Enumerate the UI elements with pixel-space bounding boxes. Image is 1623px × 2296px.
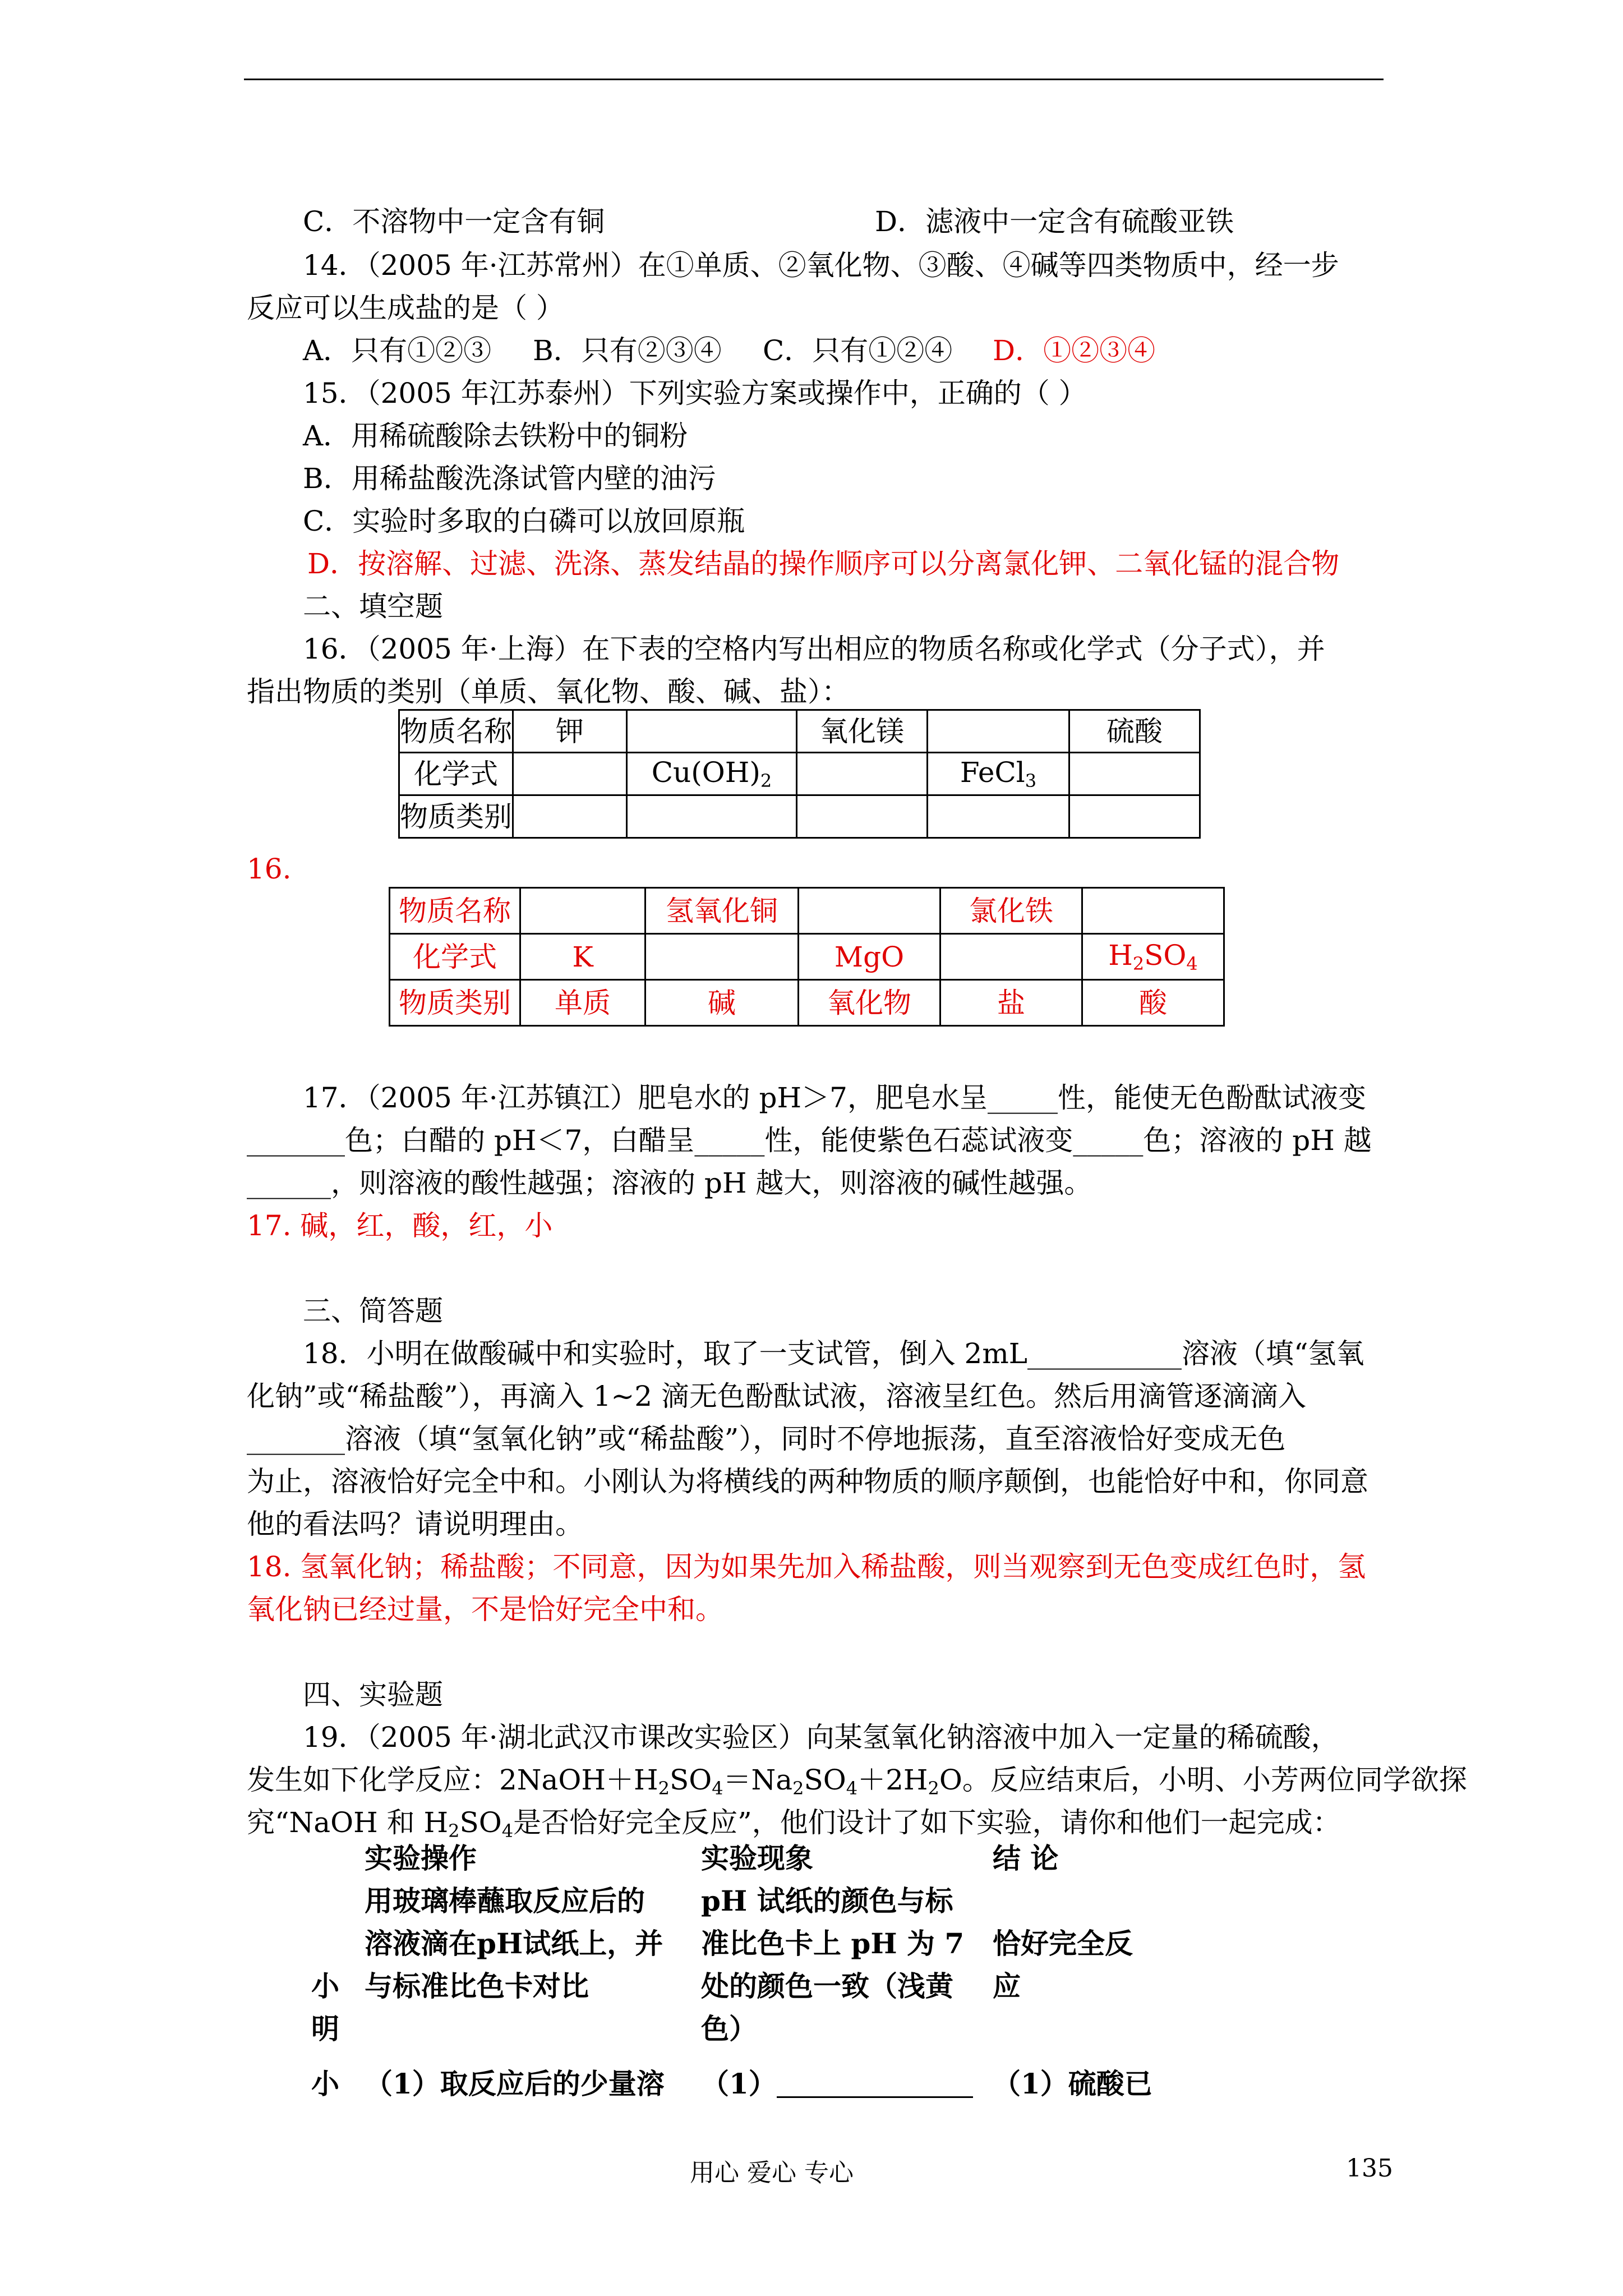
exp-cell-phenomenon (701, 2050, 993, 2105)
answer-cell (799, 888, 940, 934)
q17-stem-2: _______色；白醋的 pH＜7，白醋呈_____性，能使紫色石蕊试液变_____色；溶液的 pH 越 (247, 1124, 1372, 1157)
section-heading-fill-in: 二、填空题 (303, 590, 443, 623)
text-run: （1） (701, 2067, 777, 2100)
text-run: O。反应结束后，小明、小芳两位同学欲探 (939, 1764, 1467, 1796)
q17-stem-3: ______，则溶液的酸性越强；溶液的 pH 越大，则溶液的碱性越强。 (247, 1167, 1092, 1199)
q14-option-a: A．只有①②③ (303, 334, 492, 367)
q16-cell: 钾 (513, 710, 627, 753)
text-run: ＝Na (723, 1764, 793, 1796)
q16-table (398, 709, 1201, 839)
answer-cell: K (520, 934, 645, 980)
q17-stem-1: 17．（2005 年·江苏镇江）肥皂水的 pH＞7，肥皂水呈_____性，能使无色酚酞试液变 (303, 1082, 1366, 1114)
answer-blank (777, 2068, 973, 2098)
q16-cell: 化学式 (399, 753, 513, 795)
text-line: 溶液滴在pH试纸上，并 (365, 1927, 663, 1960)
answer-cell: 单质 (520, 980, 645, 1026)
formula: SO (1144, 938, 1187, 972)
q15-option-b: B．用稀盐酸洗涤试管内壁的油污 (303, 462, 716, 495)
q16-cell (928, 710, 1069, 753)
q16-cell (797, 795, 928, 838)
q15-stem: 15．（2005 年江苏泰州）下列实验方案或操作中，正确的（ ） (303, 377, 1087, 409)
subscript: 4 (846, 1778, 858, 1799)
text-line: 恰好完全反 (993, 1927, 1133, 1960)
q14-option-c: C．只有①②④ (763, 334, 953, 367)
q16-cell (513, 795, 627, 838)
text-line: 处的颜色一致（浅黄 (701, 1970, 953, 2003)
q16-cell (928, 795, 1069, 838)
q16-answer-label: 16. (247, 853, 292, 885)
subscript: 3 (1025, 770, 1037, 792)
answer-cell: 氯化铁 (940, 888, 1082, 934)
q16-cell: 物质名称 (399, 710, 513, 753)
q18-stem-1: 18．小明在做酸碱中和实验时，取了一支试管，倒入 2mL___________溶液（填“氢氧 (303, 1337, 1364, 1370)
exp-header-phenomenon: 实验现象 (701, 1842, 813, 1875)
q14-option-b: B．只有②③④ (533, 334, 722, 367)
section-heading-experiment: 四、实验题 (303, 1678, 443, 1711)
q16-cell (627, 710, 797, 753)
text-line: 色） (701, 2012, 757, 2045)
text-line: pH 试纸的颜色与标 (701, 1884, 953, 1917)
answer-cell: 物质名称 (390, 888, 520, 934)
q19-stem-1: 19．（2005 年·湖北武汉市课改实验区）向某氢氧化钠溶液中加入一定量的稀硫酸， (303, 1721, 1339, 1754)
q18-stem-3: _______溶液（填“氢氧化钠”或“稀盐酸”），同时不停地振荡，直至溶液恰好变成无色 (247, 1423, 1286, 1455)
subscript: 2 (928, 1778, 939, 1799)
formula: Cu(OH) (651, 756, 760, 789)
q16-cell: 氧化镁 (797, 710, 928, 753)
answer-cell (1082, 934, 1224, 980)
q16-cell (513, 753, 627, 795)
answer-cell: MgO (799, 934, 940, 980)
subscript: 4 (712, 1778, 723, 1799)
subscript: 2 (760, 770, 772, 792)
answer-cell: 氧化物 (799, 980, 940, 1026)
q18-answer-2: 氧化钠已经过量，不是恰好完全中和。 (247, 1593, 723, 1626)
answer-cell: 盐 (940, 980, 1082, 1026)
q18-stem-2: 化钠”或“稀盐酸”），再滴入 1~2 滴无色酚酞试液，溶液呈红色。然后用滴管逐滴滴入 (247, 1380, 1306, 1412)
name-char: 明 (311, 2012, 339, 2045)
page-number: 135 (1346, 2154, 1393, 2183)
exp-row-label (311, 1880, 365, 2050)
exp-cell-conclusion: （1）硫酸已 (993, 2067, 1152, 2100)
text-line: 应 (993, 1970, 1021, 2003)
answer-cell: 酸 (1082, 980, 1224, 1026)
header-rule (244, 79, 1384, 80)
q16-cell: 硫酸 (1069, 710, 1200, 753)
subscript: 2 (448, 1820, 460, 1842)
q16-cell: 物质类别 (399, 795, 513, 838)
answer-cell: 化学式 (390, 934, 520, 980)
text-run: ＋2H (857, 1764, 928, 1796)
q16-stem-2: 指出物质的类别（单质、氧化物、酸、碱、盐）： (247, 675, 850, 708)
name-char: 小 (311, 1970, 339, 2003)
q16-cell (928, 753, 1069, 795)
text-run: 是否恰好完全反应”，他们设计了如下实验，请你和他们一起完成： (513, 1806, 1341, 1839)
text-line: 与标准比色卡对比 (365, 1970, 589, 2003)
subscript: 4 (1186, 953, 1198, 974)
answer-cell (645, 934, 799, 980)
q15-option-a: A．用稀硫酸除去铁粉中的铜粉 (303, 420, 688, 452)
subscript: 2 (658, 1778, 670, 1799)
q16-cell (627, 753, 797, 795)
q13-option-d: D．滤液中一定含有硫酸亚铁 (875, 205, 1234, 238)
q14-stem-1: 14．（2005 年·江苏常州）在①单质、②氧化物、③酸、④碱等四类物质中，经一步 (303, 249, 1339, 282)
q14-option-d-answer: D．①②③④ (993, 334, 1156, 367)
exp-header-operation: 实验操作 (365, 1842, 477, 1875)
q16-cell (797, 753, 928, 795)
text-line: 用玻璃棒蘸取反应后的 (365, 1884, 645, 1917)
experiment-table (311, 1837, 1178, 2105)
q13-option-c: C．不溶物中一定含有铜 (303, 205, 605, 238)
q14-stem-2: 反应可以生成盐的是（ ） (247, 292, 564, 324)
text-run: SO (669, 1764, 712, 1796)
subscript: 2 (792, 1778, 804, 1799)
answer-cell: 物质类别 (390, 980, 520, 1026)
text-run: 究“NaOH 和 H (247, 1806, 449, 1839)
exp-header-conclusion: 结 论 (993, 1842, 1059, 1875)
answer-cell (940, 934, 1082, 980)
q18-stem-4: 为止，溶液恰好完全中和。小刚认为将横线的两种物质的顺序颠倒，也能恰好中和，你同意 (247, 1465, 1368, 1498)
formula: H (1108, 938, 1133, 972)
subscript: 4 (501, 1820, 514, 1842)
exp-row-label: 小 (311, 2067, 339, 2100)
exp-cell-conclusion (993, 1880, 1178, 2050)
q18-answer-1: 18. 氢氧化钠；稀盐酸；不同意，因为如果先加入稀盐酸，则当观察到无色变成红色时，氢 (247, 1550, 1366, 1583)
q15-option-c: C．实验时多取的白磷可以放回原瓶 (303, 505, 745, 537)
q18-stem-5: 他的看法吗？请说明理由。 (247, 1508, 583, 1540)
answer-cell: 碱 (645, 980, 799, 1026)
exp-cell (311, 1837, 365, 1880)
q16-cell (1069, 753, 1200, 795)
section-heading-short-answer: 三、简答题 (303, 1295, 443, 1327)
exp-cell-operation: （1）取反应后的少量溶 (365, 2067, 665, 2100)
answer-cell: 氢氧化铜 (645, 888, 799, 934)
answer-cell (520, 888, 645, 934)
q16-cell (627, 795, 797, 838)
q16-stem-1: 16．（2005 年·上海）在下表的空格内写出相应的物质名称或化学式（分子式），并 (303, 633, 1325, 665)
q19-stem-2 (247, 1766, 1467, 1797)
q17-answer: 17. 碱，红，酸，红，小 (247, 1209, 553, 1242)
text-run: SO (459, 1806, 502, 1839)
q19-stem-3 (247, 1806, 1341, 1842)
q16-answer-table (389, 887, 1225, 1027)
q15-option-d-answer: D．按溶解、过滤、洗涤、蒸发结晶的操作顺序可以分离氯化钾、二氧化锰的混合物 (307, 547, 1340, 580)
text-run: SO (804, 1764, 846, 1796)
subscript: 2 (1132, 953, 1145, 974)
answer-cell (1082, 888, 1224, 934)
exp-cell-phenomenon (701, 1880, 993, 2050)
q16-cell (1069, 795, 1200, 838)
text-run: 发生如下化学反应：2NaOH＋H (247, 1764, 658, 1796)
footer-slogan: 用心 爱心 专心 (690, 2159, 854, 2187)
exp-cell-operation (365, 1880, 701, 2050)
text-line: 准比色卡上 pH 为 7 (701, 1927, 965, 1960)
formula: FeCl (960, 756, 1025, 789)
